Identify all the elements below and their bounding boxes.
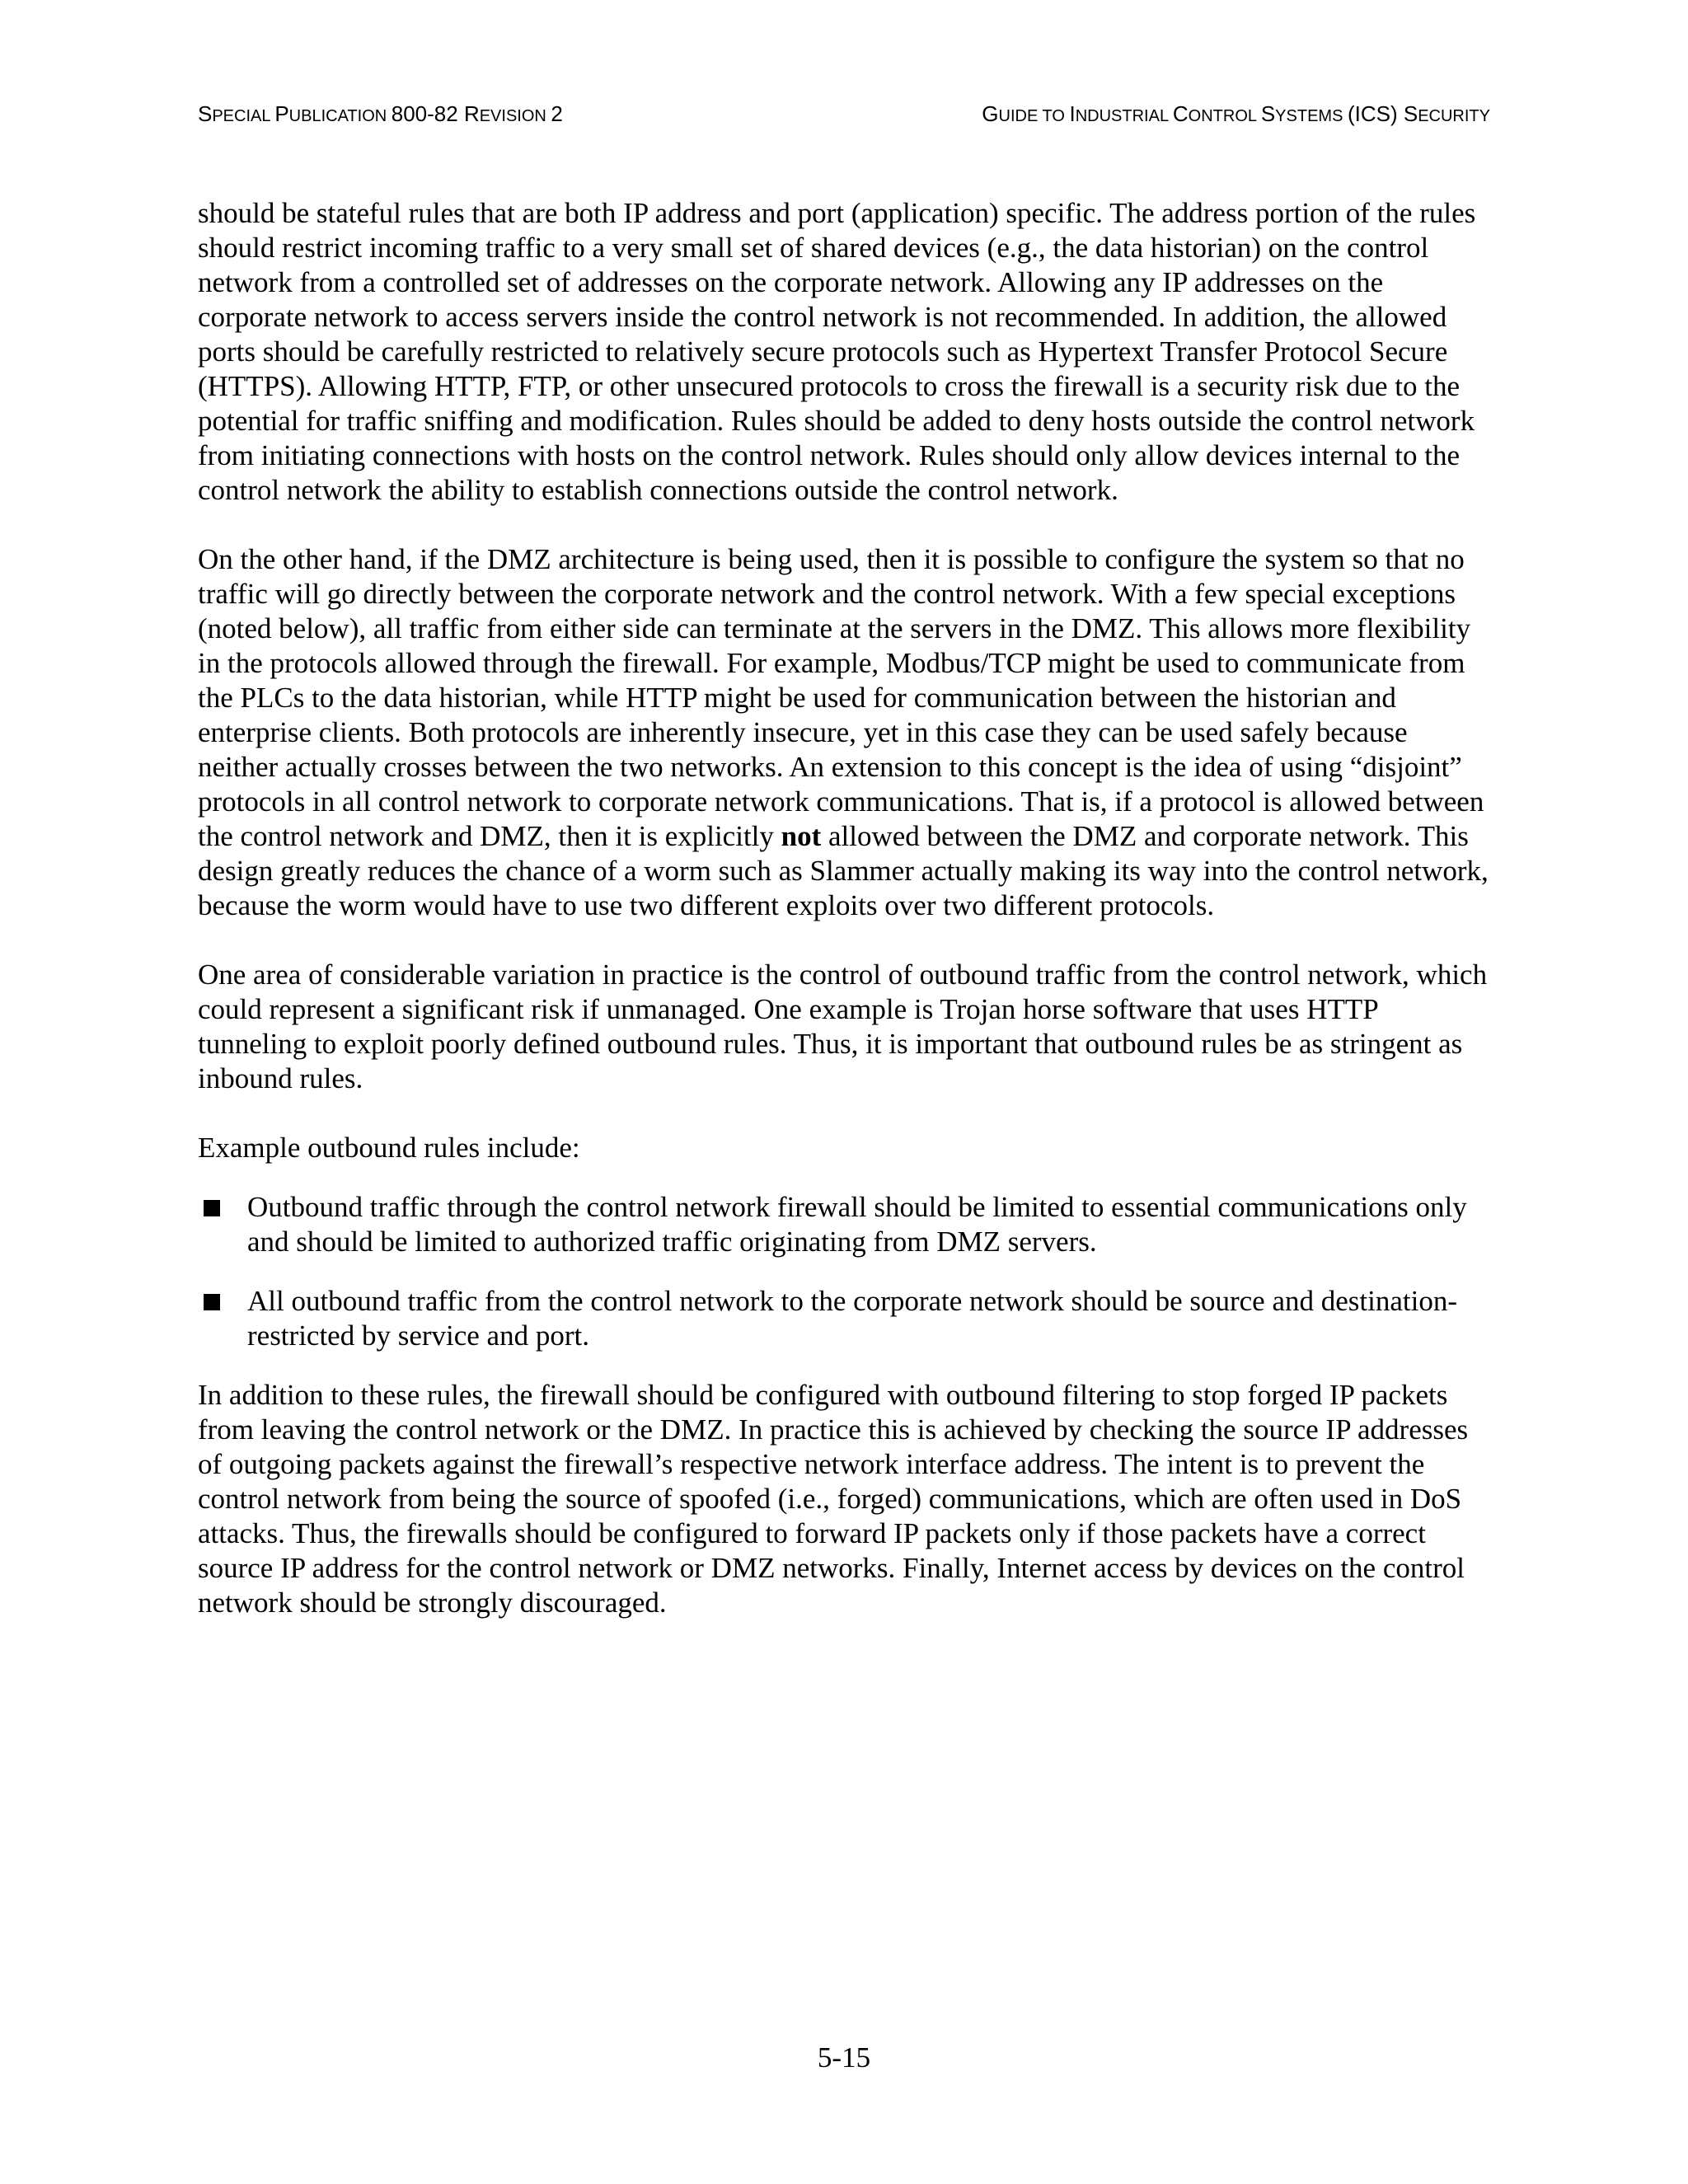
header-left-part: 2 bbox=[551, 101, 563, 126]
header-right-part: S bbox=[1260, 101, 1276, 126]
body-text bbox=[198, 196, 1492, 1620]
header-left-part: P bbox=[274, 101, 289, 126]
paragraph-outbound-traffic: One area of considerable variation in practice is the control of outbound traffic from the control network, which could represent a significant risk if unmanaged. One example is Trojan horse software that uses HTTP tunneling to exploit poorly defined outbound rules. Thus, it is important that outbound rules be as stringent as inbound rules. bbox=[198, 958, 1488, 1094]
header-right-part: ECURITY bbox=[1418, 107, 1490, 125]
square-bullet-icon bbox=[204, 1200, 220, 1216]
paragraph-text: On the other hand, if the DMZ architecture is being used, then it is possible to configure the system so that no traffic will go directly between the corporate network and the control network. With a few special exceptions (noted below), all traffic from either side can terminate at the servers in the DMZ. This allows more flexibility in the protocols allowed through the firewall. For example, Modbus/TCP might be used to communicate from the PLCs to the data historian, while HTTP might be used for communication between the historian and enterprise clients. Both protocols are inherently insecure, yet in this case they can be used safely because neither actually crosses between the two networks. An extension to this concept is the idea of using “disjoint” protocols in all control network to corporate network communications. That is, if a protocol is allowed between the control network and DMZ, then it is explicitly bbox=[198, 543, 1484, 852]
list-item bbox=[198, 1190, 1492, 1259]
outbound-rules-list bbox=[198, 1190, 1492, 1353]
list-item-text: All outbound traffic from the control network to the corporate network should be source and destination-restricted by service and port. bbox=[247, 1285, 1457, 1352]
paragraph-stateful-rules: should be stateful rules that are both IP address and port (application) specific. The address portion of the rules should restrict incoming traffic to a very small set of shared devices (e.g., the data historian) on the control network from a controlled set of addresses on the corporate network. Allowing any IP addresses on the corporate network to access servers inside the control network is not recommended. In addition, the allowed ports should be carefully restricted to relatively secure protocols such as Hypertext Transfer Protocol Secure (HTTPS). Allowing HTTP, FTP, or other unsecured protocols to cross the firewall is a security risk due to the potential for traffic sniffing and modification. Rules should be added to deny hosts outside the control network from initiating connections with hosts on the control network. Rules should only allow devices internal to the control network the ability to establish connections outside the control network. bbox=[198, 197, 1476, 506]
list-item-text: Outbound traffic through the control network firewall should be limited to essential communications only and should be limited to authorized traffic originating from DMZ servers. bbox=[247, 1191, 1467, 1258]
header-publication-title bbox=[198, 97, 563, 133]
header-left-part: S bbox=[198, 101, 213, 126]
paragraph-dmz-architecture bbox=[198, 542, 1492, 923]
header-left-part: PECIAL bbox=[212, 107, 275, 125]
header-right-part: YSTEMS bbox=[1275, 107, 1348, 125]
header-right-part: G bbox=[982, 101, 999, 126]
header-right-part: C bbox=[1172, 101, 1189, 126]
header-right-part: S bbox=[1403, 101, 1418, 126]
header-right-part: NDUSTRIAL bbox=[1075, 107, 1173, 125]
header-left-part: UBLICATION bbox=[288, 107, 392, 125]
header-right-part: (ICS) bbox=[1347, 101, 1404, 126]
paragraph-forged-packets: In addition to these rules, the firewall should be configured with outbound filtering to stop forged IP packets from leaving the control network or the DMZ. In practice this is achieved by checking the source IP addresses of outgoing packets against the firewall’s respective network interface address. The intent is to prevent the control network from being the source of spoofed (i.e., forged) communications, which are often used in DoS attacks. Thus, the firewalls should be configured to forward IP packets only if those packets have a correct source IP address for the control network or DMZ networks. Finally, Internet access by devices on the control network should be strongly discouraged. bbox=[198, 1379, 1469, 1619]
list-item bbox=[198, 1284, 1492, 1353]
header-right-part: UIDE TO bbox=[998, 107, 1070, 125]
header-left-part: 800-82 bbox=[391, 101, 464, 126]
page-number: 5-15 bbox=[817, 2041, 871, 2074]
square-bullet-icon bbox=[204, 1294, 220, 1310]
header-right-part: ONTROL bbox=[1188, 107, 1261, 125]
header-right-part: I bbox=[1069, 101, 1076, 126]
header-left-part: EVISION bbox=[479, 107, 551, 125]
paragraph-example-intro: Example outbound rules include: bbox=[198, 1132, 580, 1164]
emphasis-not: not bbox=[781, 820, 822, 852]
paragraph-text: allowed between the DMZ and corporate network. This design greatly reduces the chance of a worm such as Slammer actually making its way into the control network, because the worm would have to use two different exploits over two different protocols. bbox=[198, 820, 1489, 921]
running-header bbox=[198, 97, 1490, 130]
header-guide-title bbox=[982, 97, 1490, 133]
header-left-part: R bbox=[463, 101, 480, 126]
